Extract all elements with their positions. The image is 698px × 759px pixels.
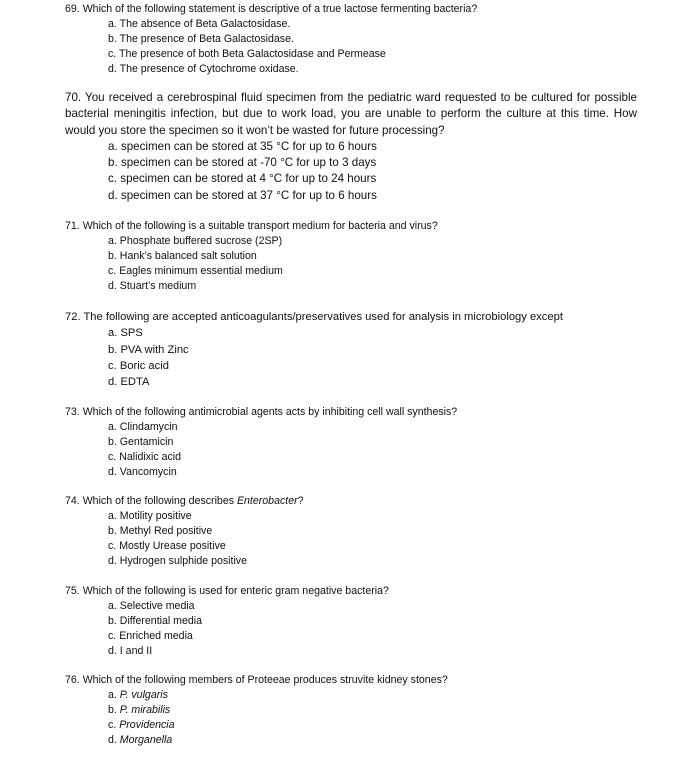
option-text: Selective media	[119, 600, 195, 612]
question-stem	[65, 309, 563, 325]
option-list	[65, 420, 457, 480]
question-stem	[65, 405, 457, 420]
question-number: 69.	[65, 3, 80, 15]
option-b	[65, 703, 448, 718]
option-text: Methyl Red positive	[119, 525, 213, 537]
option-a	[65, 17, 477, 32]
question-stem	[65, 673, 448, 688]
option-d	[65, 554, 304, 569]
option-text: Boric acid	[119, 359, 169, 372]
option-letter: b.	[108, 33, 117, 45]
organism-name: Enterobacter	[236, 495, 298, 507]
option-text: specimen can be stored at -70 °C for up to 3 days	[120, 156, 377, 170]
option-text: P. vulgaris	[119, 689, 168, 701]
question-stem	[65, 219, 438, 234]
option-letter: c.	[108, 540, 117, 552]
question-number: 72.	[65, 311, 81, 323]
option-text: Hydrogen sulphide positive	[119, 555, 247, 567]
option-letter: d.	[108, 555, 117, 567]
question-stem	[65, 494, 304, 509]
question-stem	[65, 90, 637, 139]
option-letter: a.	[108, 327, 118, 340]
question-text: Which of the following describes	[82, 495, 237, 507]
option-letter: d.	[108, 466, 117, 478]
option-c	[65, 539, 304, 554]
option-letter: d.	[108, 734, 117, 746]
option-letter: b.	[108, 615, 117, 627]
option-a	[65, 599, 389, 614]
option-b	[65, 249, 438, 264]
question-stem	[65, 584, 389, 599]
option-letter: d.	[108, 645, 117, 657]
option-b	[65, 155, 637, 171]
option-text: Eagles minimum essential medium	[119, 265, 283, 277]
option-text: Nalidixic acid	[119, 451, 182, 463]
option-text: Motility positive	[119, 510, 192, 522]
question-72	[65, 309, 563, 390]
option-list	[65, 509, 304, 569]
question-text: Which of the following is a suitable transport medium for bacteria and virus?	[82, 220, 438, 232]
option-d	[65, 465, 457, 480]
option-letter: a.	[108, 600, 117, 612]
option-text: The presence of Beta Galactosidase.	[119, 33, 294, 45]
option-text: Vancomycin	[119, 466, 177, 478]
option-letter: c.	[108, 451, 117, 463]
option-letter: a.	[108, 421, 117, 433]
option-c	[65, 718, 448, 733]
question-text: Which of the following is used for enteric gram negative bacteria?	[82, 585, 389, 597]
option-text: Clindamycin	[119, 421, 178, 433]
question-74	[65, 494, 304, 569]
question-71	[65, 219, 438, 294]
option-letter: d.	[108, 376, 118, 389]
option-c	[65, 47, 477, 62]
option-a	[65, 325, 563, 341]
option-d	[65, 279, 438, 294]
option-text: PVA with Zinc	[120, 343, 189, 356]
option-text: specimen can be stored at 37 °C for up to 6 hours	[120, 188, 377, 202]
option-letter: b.	[108, 250, 117, 262]
option-b	[65, 435, 457, 450]
option-letter: a.	[108, 510, 117, 522]
option-text: specimen can be stored at 4 °C for up to 24 hours	[120, 172, 377, 186]
question-stem	[65, 2, 477, 17]
option-letter: c.	[108, 172, 118, 186]
option-list	[65, 599, 389, 659]
option-c	[65, 264, 438, 279]
option-text: Gentamicin	[119, 436, 174, 448]
question-70	[65, 90, 637, 204]
option-d	[65, 188, 637, 204]
option-c	[65, 171, 637, 187]
option-c	[65, 450, 457, 465]
option-letter: d.	[108, 188, 118, 202]
option-letter: b.	[108, 525, 117, 537]
option-b	[65, 342, 563, 358]
option-letter: c.	[108, 48, 117, 60]
option-text: I and II	[119, 645, 153, 657]
option-text: SPS	[120, 327, 143, 340]
option-list	[65, 17, 477, 77]
question-number: 74.	[65, 495, 80, 507]
option-b	[65, 32, 477, 47]
option-letter: c.	[108, 630, 117, 642]
option-letter: b.	[108, 343, 118, 356]
option-list	[65, 688, 448, 748]
option-text: The absence of Beta Galactosidase.	[119, 18, 291, 30]
option-c	[65, 629, 389, 644]
question-text-end: ?	[297, 495, 304, 507]
option-letter: a.	[108, 139, 118, 153]
option-d	[65, 644, 389, 659]
option-letter: d.	[108, 63, 117, 75]
question-76	[65, 673, 448, 748]
option-letter: b.	[108, 704, 117, 716]
option-text: Enriched media	[119, 630, 193, 642]
option-text: Hank’s balanced salt solution	[119, 250, 257, 262]
option-b	[65, 524, 304, 539]
option-list	[65, 325, 563, 390]
option-c	[65, 358, 563, 374]
option-text: Morganella	[119, 734, 173, 746]
question-number: 70.	[65, 91, 82, 104]
question-number: 76.	[65, 674, 80, 686]
option-letter: a.	[108, 235, 117, 247]
question-text: Which of the following antimicrobial agents acts by inhibiting cell wall synthesis?	[82, 406, 458, 418]
option-a	[65, 688, 448, 703]
option-text: Phosphate buffered sucrose (2SP)	[119, 235, 283, 247]
option-text: Stuart’s medium	[119, 280, 197, 292]
option-a	[65, 420, 457, 435]
option-letter: c.	[108, 265, 117, 277]
question-text: Which of the following members of Proteeae produces struvite kidney stones?	[82, 674, 448, 686]
question-text: Which of the following statement is descriptive of a true lactose fermenting bacteria?	[82, 3, 478, 15]
option-letter: b.	[108, 156, 118, 170]
option-text: Mostly Urease positive	[119, 540, 226, 552]
option-a	[65, 509, 304, 524]
option-letter: a.	[108, 689, 117, 701]
option-letter: a.	[108, 18, 117, 30]
option-a	[65, 139, 637, 155]
option-text: specimen can be stored at 35 °C for up to 6 hours	[120, 139, 377, 153]
question-text: The following are accepted anticoagulants/preservatives used for analysis in microbiology except	[83, 311, 563, 323]
question-75	[65, 584, 389, 659]
option-text: The presence of both Beta Galactosidase and Permease	[119, 48, 386, 60]
question-73	[65, 405, 457, 480]
option-list	[65, 139, 637, 204]
question-text: You received a cerebrospinal fluid specimen from the pediatric ward requested to be cultured for possible bacterial meningitis infection, but due to work load, you are unable to perform the culture at this time. How would you store the specimen so it won’t be wasted for future processing?	[65, 91, 637, 137]
question-number: 71.	[65, 220, 80, 232]
option-d	[65, 374, 563, 390]
option-a	[65, 234, 438, 249]
question-number: 73.	[65, 406, 80, 418]
option-text: P. mirabilis	[119, 704, 171, 716]
option-b	[65, 614, 389, 629]
option-letter: c.	[108, 359, 117, 372]
option-text: The presence of Cytochrome oxidase.	[119, 63, 299, 75]
question-69	[65, 2, 477, 77]
option-text: Providencia	[119, 719, 175, 731]
option-d	[65, 733, 448, 748]
option-text: Differential media	[119, 615, 203, 627]
option-list	[65, 234, 438, 294]
option-d	[65, 62, 477, 77]
option-letter: d.	[108, 280, 117, 292]
option-letter: b.	[108, 436, 117, 448]
option-text: EDTA	[120, 376, 150, 389]
option-letter: c.	[108, 719, 117, 731]
question-number: 75.	[65, 585, 80, 597]
